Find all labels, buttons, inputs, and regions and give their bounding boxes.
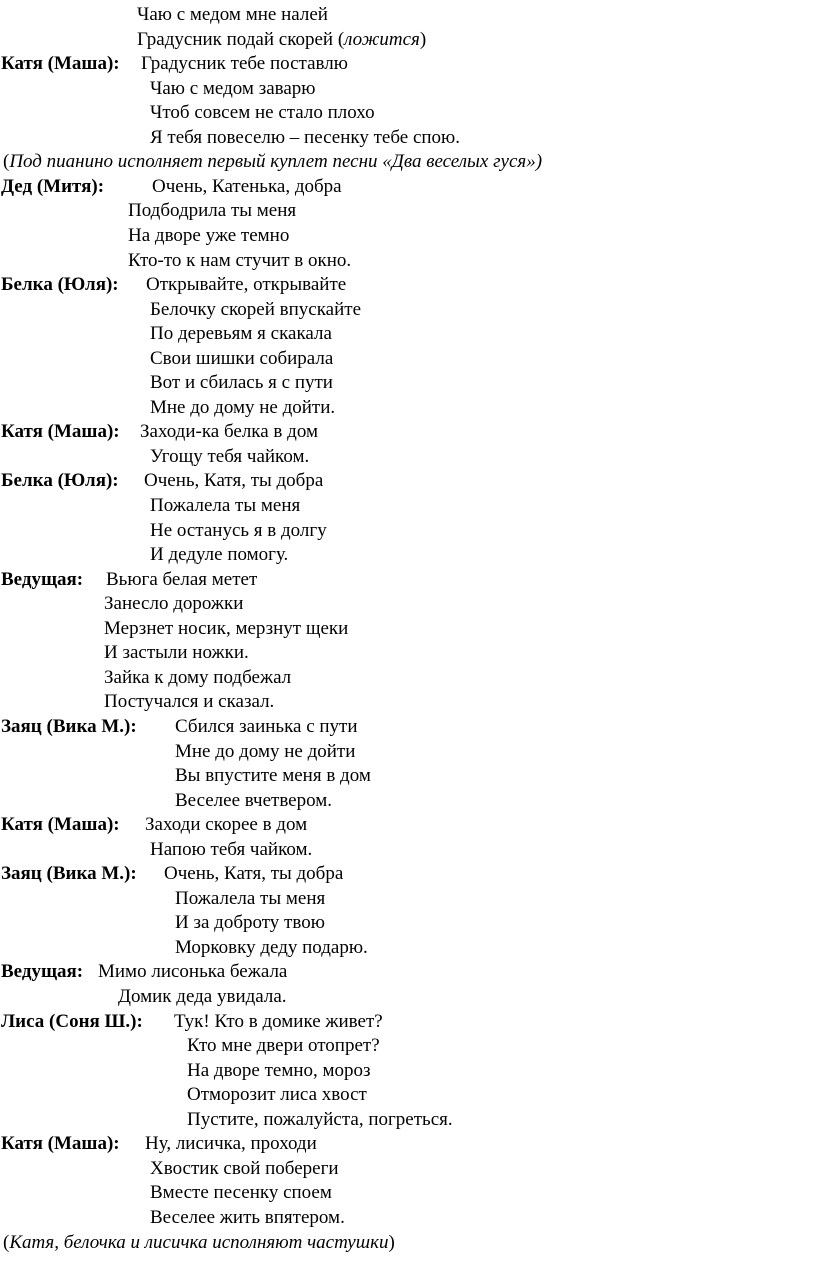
- line-text: [3, 150, 542, 175]
- verse-line: [0, 77, 816, 102]
- line-main-text: Не останусь я в долгу: [150, 519, 327, 541]
- verse-line: [0, 1181, 816, 1206]
- line-main-text: Мимо лисонька бежала: [98, 961, 288, 983]
- speaker-line: [0, 1132, 816, 1157]
- line-main-text: Пожалела ты меня: [150, 495, 301, 516]
- line-text: [145, 1132, 317, 1157]
- line-text: [150, 298, 361, 323]
- verse-line: [0, 911, 816, 936]
- verse-line: [0, 985, 816, 1010]
- line-main-text: Очень, Катя, ты добра: [164, 863, 344, 885]
- verse-line: [0, 617, 816, 642]
- verse-line: [0, 666, 816, 691]
- speaker-line: [0, 469, 816, 494]
- line-text: [144, 469, 323, 494]
- line-text: [150, 126, 460, 151]
- line-main-text: Домик деда увидала.: [118, 986, 287, 1007]
- verse-line: [0, 3, 816, 28]
- line-text: [104, 666, 291, 691]
- line-text: [187, 1083, 367, 1108]
- verse-line: [0, 494, 816, 519]
- line-main-text: Мне до дому не дойти: [175, 740, 356, 762]
- line-text: [150, 101, 375, 126]
- speaker-name: Катя (Маша):: [1, 421, 120, 443]
- line-main-text: Заходи скорее в дом: [145, 814, 308, 836]
- verse-line: [0, 322, 816, 347]
- line-text: [152, 175, 342, 200]
- verse-line: [0, 1034, 816, 1059]
- line-main-text: Морковку деду подарю.: [175, 936, 368, 958]
- line-text: [150, 445, 309, 470]
- line-text: [175, 789, 332, 814]
- line-main-text: Хвостик свой побереги: [150, 1157, 339, 1179]
- speaker-name: Лиса (Соня Ш.):: [1, 1010, 143, 1032]
- line-main-text: Зайка к дому подбежал: [104, 666, 292, 688]
- stage-direction: ложится: [344, 28, 420, 50]
- line-main-text: (: [3, 1231, 10, 1253]
- speaker-name: Катя (Маша):: [1, 1133, 120, 1155]
- verse-line: [0, 298, 816, 323]
- line-main-text: Чаю с медом заварю: [150, 77, 316, 99]
- line-text: [187, 1034, 380, 1059]
- verse-line: [0, 1231, 816, 1256]
- line-text: [104, 592, 243, 617]
- line-text: [150, 1206, 345, 1231]
- line-text: [104, 690, 274, 715]
- line-text: [137, 28, 426, 53]
- line-main-text: Веселее вчетвером.: [175, 789, 333, 811]
- speaker-name: Катя (Маша):: [1, 53, 120, 75]
- line-main-text: Отморозит лиса хвост: [187, 1084, 367, 1106]
- line-text: [175, 936, 368, 961]
- line-main-text: Свои шишки собирала: [150, 347, 334, 369]
- line-main-text: Вот и сбилась я с пути: [150, 372, 333, 394]
- line-main-text: Чтоб совсем не стало плохо: [150, 102, 375, 124]
- speaker-name: Ведущая:: [1, 568, 84, 590]
- line-main-text: Пожалела ты меня: [175, 887, 326, 909]
- line-text: [140, 420, 318, 445]
- line-main-text: Веселее жить впятером.: [150, 1206, 345, 1228]
- line-main-text: На дворе темно, мороз: [187, 1059, 371, 1081]
- line-text: [164, 862, 343, 887]
- line-text: [175, 740, 355, 765]
- line-main-text: Чаю с медом мне налей: [137, 4, 328, 25]
- verse-line: [0, 764, 816, 789]
- line-text: [150, 838, 312, 863]
- verse-line: [0, 1083, 816, 1108]
- line-main-text: Мерзнет носик, мерзнут щеки: [104, 617, 349, 639]
- line-main-text: Постучался и сказал.: [104, 691, 275, 713]
- line-text: [137, 3, 328, 28]
- line-main-text: И за доброту твою: [175, 912, 325, 934]
- verse-line: [0, 126, 816, 151]
- speaker-name: Дед (Митя):: [1, 175, 105, 197]
- verse-line: [0, 445, 816, 470]
- line-main-text: Открывайте, открывайте: [146, 274, 347, 296]
- verse-line: [0, 740, 816, 765]
- speaker-line: [0, 273, 816, 298]
- line-main-text: Кто мне двери отопрет?: [187, 1035, 380, 1057]
- verse-line: [0, 347, 816, 372]
- line-text: [146, 273, 346, 298]
- line-main-text: И дедуле помогу.: [150, 544, 289, 566]
- line-main-text: Ну, лисичка, проходи: [145, 1133, 317, 1155]
- line-main-text: Очень, Катенька, добра: [152, 175, 342, 197]
- verse-line: [0, 1059, 816, 1084]
- verse-line: [0, 199, 816, 224]
- verse-line: [0, 519, 816, 544]
- line-main-text: Очень, Катя, ты добра: [144, 470, 324, 492]
- speaker-line: [0, 568, 816, 593]
- line-text: [150, 396, 335, 421]
- speaker-line: [0, 960, 816, 985]
- line-text: [150, 322, 332, 347]
- closing-paren: ): [388, 1231, 395, 1253]
- stage-direction: Под пианино исполняет первый куплет песни «Два веселых гуся»): [9, 151, 543, 173]
- line-main-text: Мне до дому не дойти.: [150, 396, 336, 418]
- speaker-line: [0, 813, 816, 838]
- line-main-text: Кто-то к нам стучит в окно.: [128, 249, 352, 271]
- line-main-text: Градусник тебе поставлю: [141, 53, 348, 75]
- line-text: [175, 764, 371, 789]
- speaker-line: [0, 862, 816, 887]
- line-main-text: Сбился заинька с пути: [175, 715, 358, 737]
- line-text: [150, 1157, 339, 1182]
- line-main-text: По деревьям я скакала: [150, 323, 332, 345]
- verse-line: [0, 224, 816, 249]
- line-text: [150, 347, 333, 372]
- line-main-text: Градусник подай скорей (: [137, 28, 345, 50]
- speaker-name: Белка (Юля):: [1, 470, 119, 492]
- speaker-name: Ведущая:: [1, 961, 84, 983]
- line-text: [104, 641, 249, 666]
- line-text: [98, 960, 287, 985]
- line-text: [128, 249, 351, 274]
- verse-line: [0, 789, 816, 814]
- line-text: [150, 1181, 332, 1206]
- line-text: [174, 1010, 383, 1035]
- speaker-line: [0, 175, 816, 200]
- speaker-name: Белка (Юля):: [1, 274, 119, 296]
- line-main-text: Напою тебя чайком.: [150, 838, 313, 860]
- line-main-text: Тук! Кто в домике живет?: [174, 1010, 383, 1032]
- line-text: [141, 52, 348, 77]
- line-text: [106, 568, 257, 593]
- line-text: [187, 1108, 453, 1133]
- line-main-text: Подбодрила ты меня: [128, 200, 297, 222]
- speaker-name: Катя (Маша):: [1, 814, 120, 836]
- verse-line: [0, 543, 816, 568]
- line-text: [150, 519, 327, 544]
- line-text: [145, 813, 307, 838]
- verse-line: [0, 396, 816, 421]
- line-main-text: Я тебя повеселю – песенку тебе спою.: [150, 126, 460, 148]
- line-main-text: Занесло дорожки: [104, 593, 244, 615]
- stage-direction: Катя, белочка и лисичка исполняют частушки: [9, 1231, 389, 1253]
- speaker-line: [0, 420, 816, 445]
- verse-line: [0, 371, 816, 396]
- line-main-text: Вьюга белая метет: [106, 568, 258, 590]
- line-main-text: Угощу тебя чайком.: [150, 445, 310, 467]
- verse-line: [0, 690, 816, 715]
- line-text: [128, 199, 296, 224]
- line-text: [150, 543, 288, 568]
- speaker-name: Заяц (Вика М.):: [1, 715, 137, 737]
- line-text: [150, 77, 315, 102]
- verse-line: [0, 838, 816, 863]
- line-text: [187, 1059, 371, 1084]
- verse-line: [0, 1206, 816, 1231]
- line-main-text: На дворе уже темно: [128, 224, 290, 246]
- speaker-line: [0, 52, 816, 77]
- line-main-text: Пустите, пожалуйста, погреться.: [187, 1108, 453, 1130]
- verse-line: [0, 28, 816, 53]
- speaker-name: Заяц (Вика М.):: [1, 863, 137, 885]
- verse-line: [0, 101, 816, 126]
- line-main-text: Вы впустите меня в дом: [175, 765, 371, 787]
- line-main-text: Заходи-ка белка в дом: [140, 421, 318, 443]
- line-text: [118, 985, 287, 1010]
- line-text: [104, 617, 348, 642]
- verse-line: [0, 1157, 816, 1182]
- verse-line: [0, 641, 816, 666]
- line-text: [150, 371, 333, 396]
- line-text: [175, 911, 325, 936]
- line-main-text: Белочку скорей впускайте: [150, 298, 362, 320]
- line-text: [3, 1231, 395, 1256]
- line-main-text: (: [3, 151, 10, 173]
- line-main-text: И застыли ножки.: [104, 642, 249, 664]
- verse-line: [0, 936, 816, 961]
- line-main-text: Вместе песенку споем: [150, 1182, 332, 1204]
- verse-line: [0, 592, 816, 617]
- verse-line: [0, 249, 816, 274]
- speaker-line: [0, 1010, 816, 1035]
- line-text: [175, 887, 325, 912]
- verse-line: [0, 1108, 816, 1133]
- line-text: [175, 715, 358, 740]
- verse-line: [0, 150, 816, 175]
- verse-line: [0, 887, 816, 912]
- speaker-line: [0, 715, 816, 740]
- line-text: [128, 224, 289, 249]
- closing-paren: ): [419, 28, 427, 50]
- line-text: [150, 494, 300, 519]
